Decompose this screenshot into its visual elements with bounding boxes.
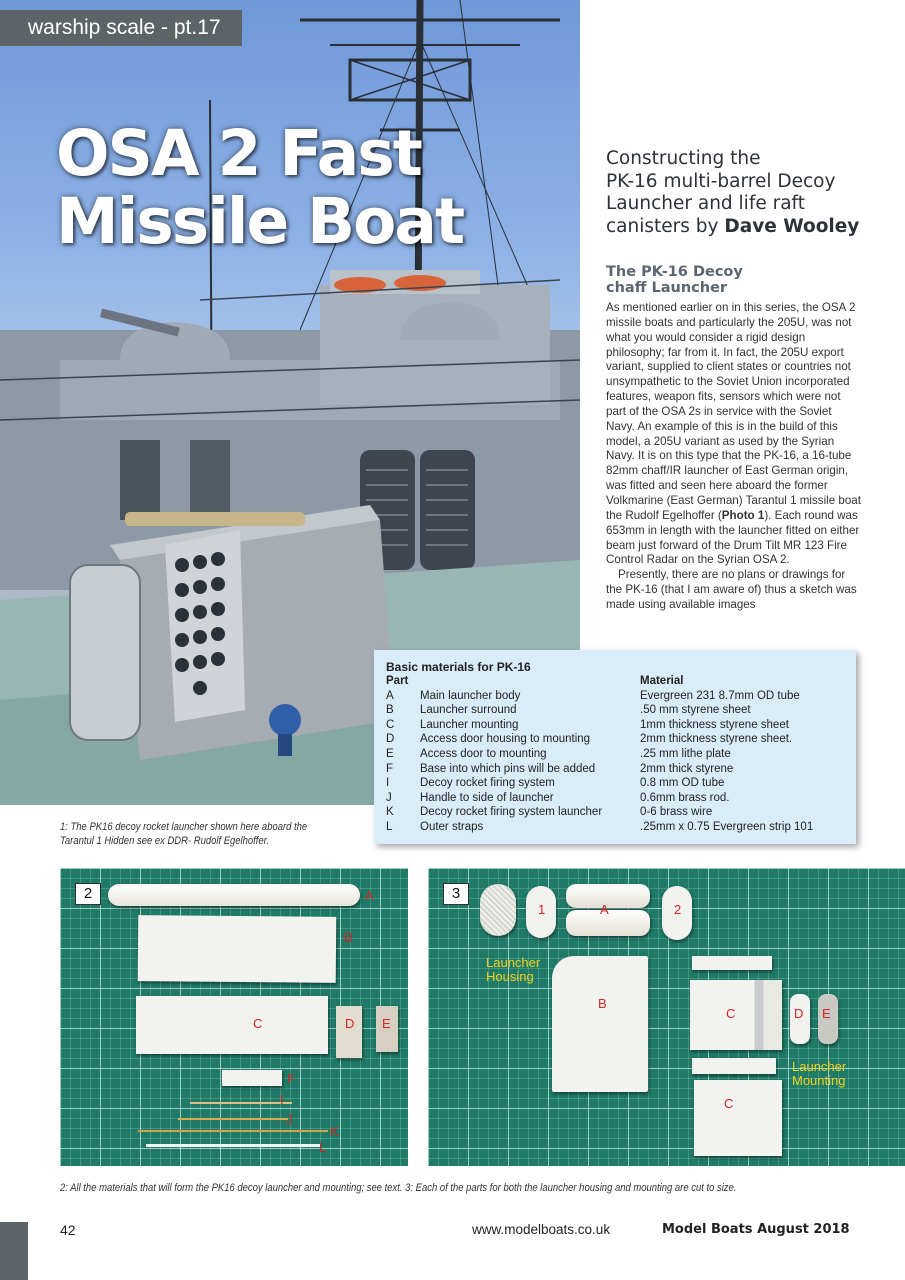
row-part: Decoy rocket firing system launcher [420,806,603,819]
row-material: 0.8 mm OD tube [640,777,725,790]
label-c: C [253,1016,263,1031]
label-k: K [330,1124,339,1139]
section-heading-line2: chaff Launcher [606,279,728,296]
table-row [386,762,844,777]
photos-2-3-caption: 2: All the materials that will form the PK16 decoy launcher and mounting; see text. 3: Each of the parts for both the launcher housing and mounting are cut to size. [60,1182,737,1194]
label-f: F [287,1071,295,1086]
label-a: A [600,902,609,917]
photo-2-number: 2 [75,883,101,905]
part-f-block [222,1070,282,1086]
header-material: Material [640,675,684,687]
part-c-mounting-bent [690,980,782,1050]
main-title-line1: OSA 2 Fast [56,117,421,190]
row-id: B [386,704,394,717]
row-id: E [386,747,394,760]
label-j: J [286,1112,293,1127]
part-i-tube [190,1102,292,1104]
row-id: C [386,718,395,731]
article-body [606,301,862,613]
row-material: 0-6 brass wire [640,806,713,819]
part-b-curved-sheet [552,956,648,1092]
materials-title: Basic materials for PK-16 [386,660,531,674]
header-part: Part [386,675,409,687]
table-row [386,732,844,747]
table-row [386,703,844,718]
table-row [386,747,844,762]
row-material: 1mm thickness styrene sheet [640,718,789,731]
header-spacer [420,674,640,689]
row-part: Handle to side of launcher [420,791,554,804]
photo-reference: Photo 1 [721,508,765,522]
part-c-sheet [136,996,328,1054]
row-part: Launcher mounting [420,718,519,731]
label-b: B [344,930,353,945]
row-part: Base into which pins will be added [420,762,596,775]
row-part: Access door to mounting [420,747,547,760]
footer-url[interactable]: www.modelboats.co.uk [472,1222,611,1237]
launcher-mounting-line2: Mounting [792,1073,846,1088]
table-row [386,791,844,806]
launcher-housing-line2: Housing [486,969,534,984]
subtitle-line4: canisters by [606,215,725,237]
body-paragraph-1-text: As mentioned earlier on in this series, the OSA 2 missile boats and particularly the 205U, was not what you would consider a rigid design philosophy; far from it. In fact, the 205U export variant, supplied to client states or countries not unsympathetic to the Soviet Union incorporated features, weapon fits, sensors which were not part of the OSA 2s in service with the Soviet Navy. An example of this is in the build of this model, a 205U variant as used by the Syrian Navy. It is on this type that the PK-16, a 16-tube 82mm chaff/IR launcher of East German origin, was fitted and seen here aboard the former Volkmarine (East German) Tarantul 1 missile boat the Rudolf Egelhoffer ( [606,301,861,522]
part-a-tube [108,884,360,906]
series-tag: warship scale - pt.17 [0,10,242,46]
table-row [386,805,844,820]
part-b-sheet [138,915,337,983]
row-id: A [386,689,394,702]
footer-accent-bar [0,1222,28,1280]
label-i: I [280,1092,284,1107]
label-b: B [598,996,607,1011]
row-part: Outer straps [420,820,484,833]
launcher-housing-line1: Launcher [486,955,541,970]
main-title-line2: Missile Boat [56,185,464,258]
section-heading [606,265,886,296]
photo-3-parts [428,868,905,1166]
photo-3-number: 3 [443,883,469,905]
label-l: L [319,1140,327,1155]
label-d: D [345,1016,355,1031]
row-id: D [386,733,395,746]
part-d-block [336,1006,362,1058]
label-a: A [365,888,374,903]
row-part: Launcher surround [420,704,517,717]
row-id: F [386,762,394,775]
launcher-mounting-line1: Launcher [792,1059,847,1074]
body-paragraph-1 [606,301,862,568]
table-row [386,718,844,733]
part-c-sheet-bottom [694,1080,782,1156]
label-d: D [794,1006,804,1021]
body-paragraph-2: Presently, there are no plans or drawings for the PK-16 (that I am aware of) thus a sketch was made using available images [606,568,857,611]
row-material: .25 mm lithe plate [640,747,731,760]
page-number: 42 [60,1222,76,1238]
row-id: K [386,806,394,819]
row-part: Access door housing to mounting [420,733,591,746]
part-l-strip [146,1144,320,1147]
row-material: .50 mm styrene sheet [640,704,751,717]
row-part: Decoy rocket firing system [420,777,555,790]
label-1: 1 [538,902,546,917]
row-part: Main launcher body [420,689,521,702]
subtitle-line3: Launcher and life raft [606,193,805,214]
part-k-wire [138,1130,328,1132]
main-title [56,117,516,258]
label-e: E [382,1016,391,1031]
launcher-housing-label [486,956,540,984]
row-material: 0.6mm brass rod. [640,791,730,804]
row-id: I [386,777,390,790]
row-material: 2mm thick styrene [640,762,734,775]
section-heading-line1: The PK-16 Decoy [606,264,743,280]
row-id: J [386,791,392,804]
body-paragraph-1-end: ). Each round was 653mm in length with the launcher fitted on either beam just forward of the Drum Tilt MR 123 Fire Control Radar on the Syrian OSA 2. [606,508,860,567]
footer-magazine: Model Boats August 2018 [662,1222,850,1237]
photo1-caption: 1: The PK16 decoy rocket launcher shown here aboard the Tarantul 1 Hidden see ex DDR- Rudolf Egelhoffer. [60,821,308,847]
part-c-strip-top [692,956,772,970]
launcher-mounting-label [792,1060,846,1088]
subtitle-line2: PK-16 multi-barrel Decoy [606,170,836,192]
author-name: Dave Wooley [724,215,860,237]
photo-2-materials [60,868,408,1166]
row-id: L [386,820,393,833]
part-j-rod [178,1118,288,1120]
label-2: 2 [674,902,682,917]
row-material: 2mm thickness styrene sheet. [640,733,793,746]
part-c-strip-mid [692,1058,776,1074]
table-row [386,820,844,835]
materials-table [374,650,856,844]
table-row [386,776,844,791]
label-c-upper: C [726,1006,736,1021]
label-e: E [822,1006,831,1021]
materials-header [386,674,844,689]
article-subtitle [606,148,896,238]
row-material: Evergreen 231 8.7mm OD tube [640,689,800,702]
label-c-lower: C [724,1096,734,1111]
part-end-cap-mesh [480,884,516,936]
table-row [386,689,844,704]
row-material: .25mm x 0.75 Evergreen strip 101 [640,820,814,833]
subtitle-line1: Constructing the [606,148,761,169]
